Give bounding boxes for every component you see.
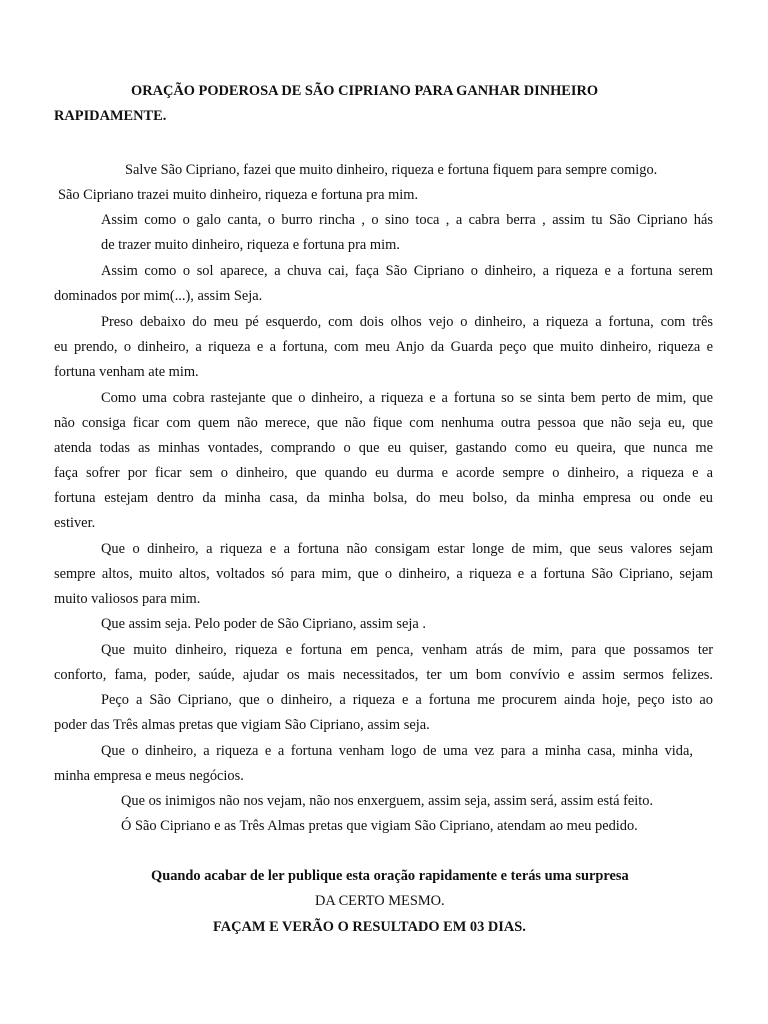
footer-line-1: Quando acabar de ler publique esta oração rapidamente e terás uma surpresa [151, 868, 629, 884]
paragraph-line: Como uma cobra rastejante que o dinheiro, a riqueza e a fortuna so se sinta bem perto de mim, que [101, 390, 713, 406]
title-line-2: RAPIDAMENTE. [54, 108, 167, 124]
paragraph-line: Peço a São Cipriano, que o dinheiro, a riqueza e a fortuna me procurem ainda hoje, peço isto ao [101, 692, 713, 708]
paragraph-line: Salve São Cipriano, fazei que muito dinheiro, riqueza e fortuna fiquem para sempre comigo. [125, 162, 658, 178]
paragraph-line: Ó São Cipriano e as Três Almas pretas que vigiam São Cipriano, atendam ao meu pedido. [121, 818, 638, 834]
paragraph-line: sempre altos, muito altos, voltados só para mim, que o dinheiro, a riqueza e a fortuna São Cipriano, sejam [54, 566, 713, 582]
paragraph-line: estiver. [54, 515, 96, 531]
paragraph-line: de trazer muito dinheiro, riqueza e fortuna pra mim. [101, 237, 400, 253]
paragraph-line: poder das Três almas pretas que vigiam São Cipriano, assim seja. [54, 717, 430, 733]
footer-line-3: FAÇAM E VERÃO O RESULTADO EM 03 DIAS. [213, 919, 526, 935]
paragraph-line: Que os inimigos não nos vejam, não nos enxerguem, assim seja, assim será, assim está feito. [121, 793, 654, 809]
paragraph-line: Que o dinheiro, a riqueza e a fortuna não consigam estar longe de mim, que seus valores sejam [101, 541, 713, 557]
paragraph-line: fortuna venham ate mim. [54, 364, 199, 380]
paragraph-line: dominados por mim(...), assim Seja. [54, 288, 263, 304]
paragraph-line: não consiga ficar com quem não merece, que não fique com nenhuma outra pessoa que não seja eu, que [54, 415, 713, 431]
paragraph-line: Preso debaixo do meu pé esquerdo, com dois olhos vejo o dinheiro, a riqueza a fortuna, com três [101, 314, 713, 330]
paragraph-line: conforto, fama, poder, saúde, ajudar os mais necessitados, ter um bom convívio e assim sermos felizes. [54, 667, 713, 683]
title-line-1: ORAÇÃO PODEROSA DE SÃO CIPRIANO PARA GANHAR DINHEIRO [131, 83, 599, 99]
paragraph-line: faça sofrer por ficar sem o dinheiro, que quando eu durma e acorde sempre o dinheiro, a riqueza e a [54, 465, 713, 481]
paragraph-line: Assim como o galo canta, o burro rincha , o sino toca , a cabra berra , assim tu São Cipriano hás [101, 212, 713, 228]
paragraph-line: eu prendo, o dinheiro, a riqueza e a fortuna, com meu Anjo da Guarda peço que muito dinheiro, riqueza e [54, 339, 713, 355]
paragraph-line: muito valiosos para mim. [54, 591, 201, 607]
footer-line-2: DA CERTO MESMO. [315, 893, 445, 909]
paragraph-line: atenda todas as minhas vontades, comprando o que eu quiser, gastando como eu queira, que nunca me [54, 440, 713, 456]
paragraph-line: Que muito dinheiro, riqueza e fortuna em penca, venham atrás de mim, para que possamos ter [101, 642, 713, 658]
paragraph-line: fortuna estejam dentro da minha casa, da minha bolsa, do meu bolso, da minha empresa ou onde eu [54, 490, 713, 506]
paragraph-line: Assim como o sol aparece, a chuva cai, faça São Cipriano o dinheiro, a riqueza e a fortuna serem [101, 263, 713, 279]
paragraph-line: minha empresa e meus negócios. [54, 768, 244, 784]
paragraph-line: Que o dinheiro, a riqueza e a fortuna venham logo de uma vez para a minha casa, minha vida, [101, 743, 693, 759]
paragraph-line: São Cipriano trazei muito dinheiro, riqueza e fortuna pra mim. [58, 187, 419, 203]
paragraph-line: Que assim seja. Pelo poder de São Cipriano, assim seja . [101, 616, 426, 632]
